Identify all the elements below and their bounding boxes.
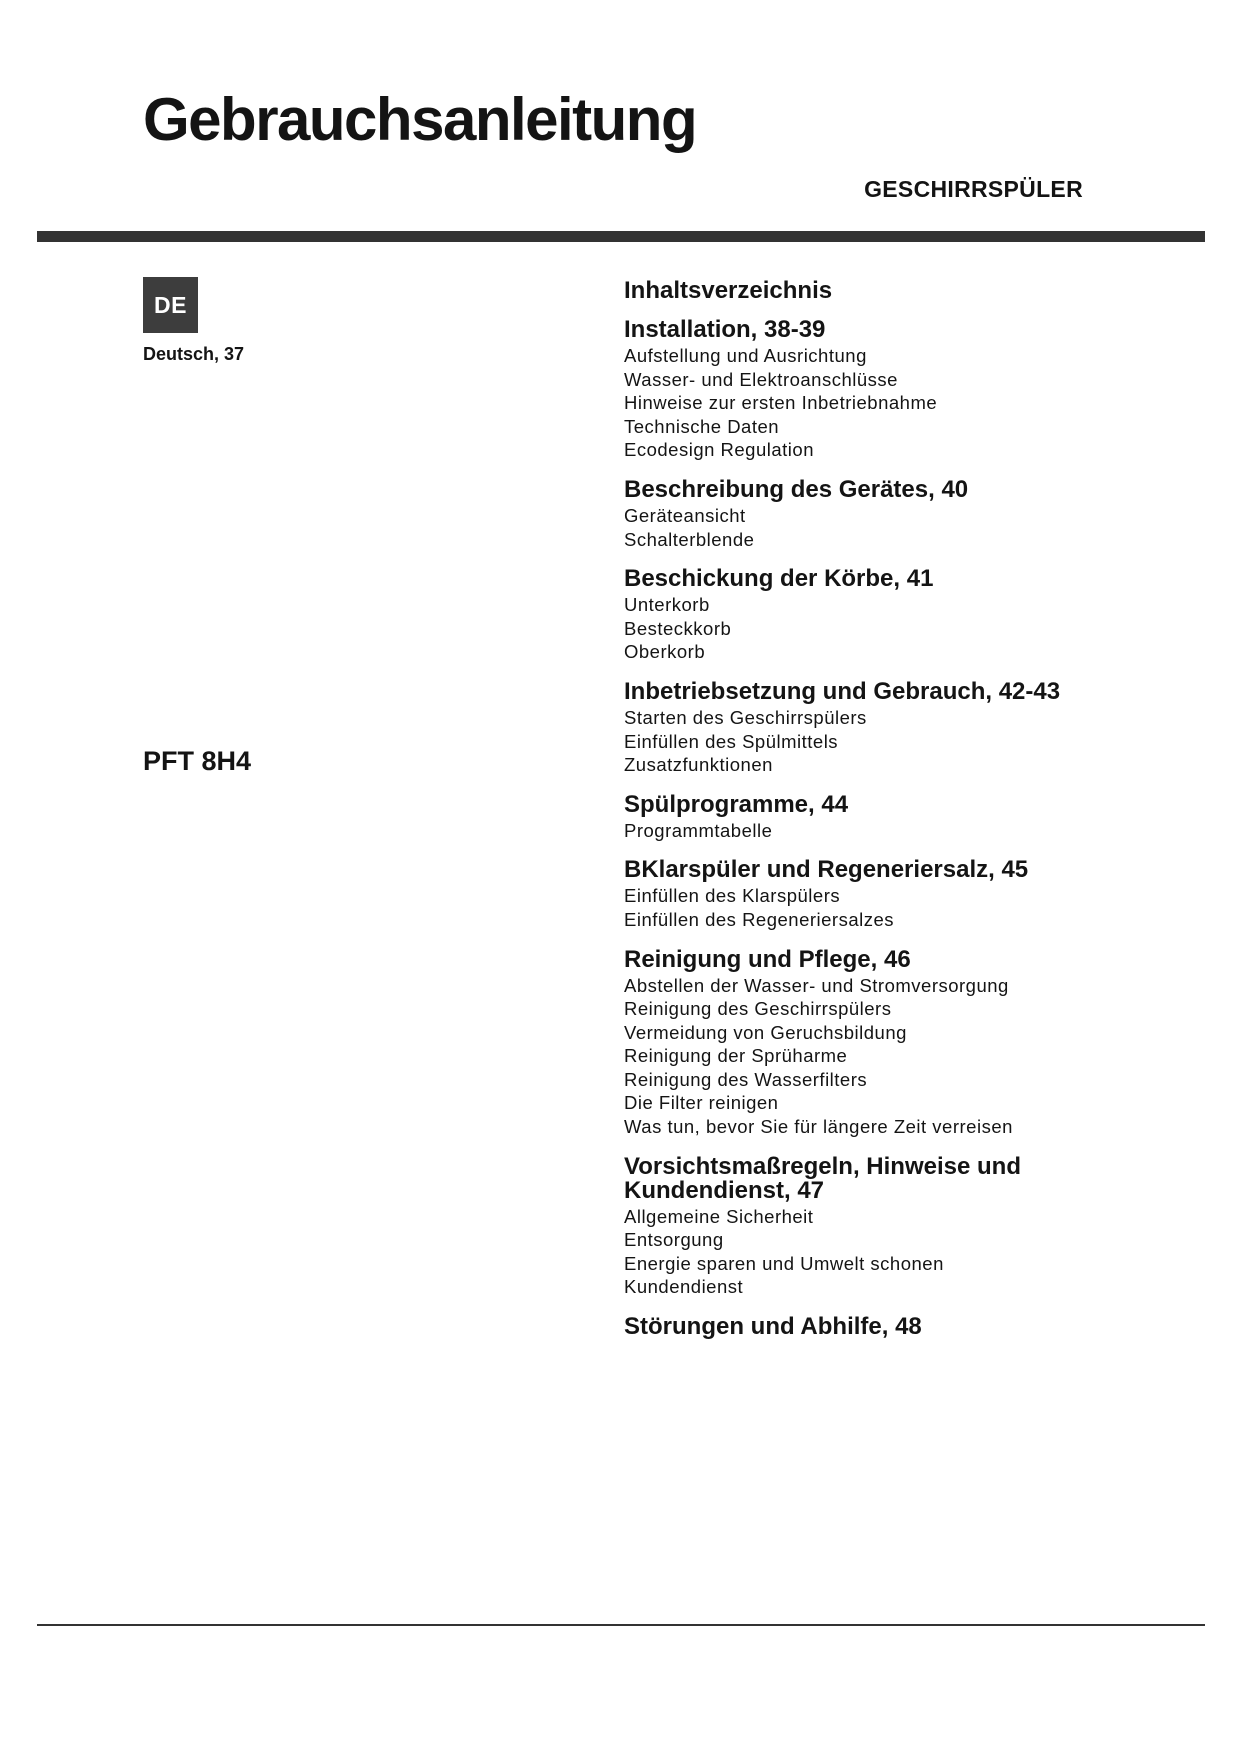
toc-item: Hinweise zur ersten Inbetriebnahme — [624, 392, 938, 414]
toc-item: Reinigung des Geschirrspülers — [624, 998, 892, 1020]
toc-item: Vermeidung von Geruchsbildung — [624, 1021, 907, 1043]
product-category: GESCHIRRSPÜLER — [864, 176, 1083, 202]
toc-item: Kundendienst — [624, 1276, 744, 1298]
toc-item: Ecodesign Regulation — [624, 439, 814, 461]
document-title: Gebrauchsanleitung — [143, 86, 697, 153]
header-divider — [37, 231, 1205, 242]
toc-section — [624, 318, 1184, 462]
toc-section-title: Vorsichtsmaßregeln, Hinweise und Kundendienst, 47 — [624, 1152, 1021, 1204]
toc-section — [624, 475, 1184, 551]
toc-item: Reinigung des Wasserfilters — [624, 1068, 868, 1090]
toc-section — [624, 858, 1184, 931]
toc-section-title: Beschickung der Körbe, 41 — [624, 565, 934, 593]
toc-item: Geräteansicht — [624, 504, 746, 526]
language-page-reference: Deutsch, 37 — [143, 344, 245, 364]
toc-section-title: Reinigung und Pflege, 46 — [624, 945, 911, 973]
toc-item: Die Filter reinigen — [624, 1092, 779, 1114]
toc-section-title: Störungen und Abhilfe, 48 — [624, 1313, 922, 1341]
toc-section-title: BKlarspüler und Regeneriersalz, 45 — [624, 856, 1029, 884]
toc-item: Energie sparen und Umwelt schonen — [624, 1252, 944, 1274]
toc-section — [624, 1315, 1184, 1339]
toc-item: Starten des Geschirrspülers — [624, 706, 867, 728]
toc-section — [624, 677, 1184, 777]
toc-item: Entsorgung — [624, 1229, 724, 1251]
toc-item: Was tun, bevor Sie für längere Zeit verreisen — [624, 1116, 1013, 1138]
toc-item: Einfüllen des Regeneriersalzes — [624, 908, 895, 930]
toc-item: Reinigung der Sprüharme — [624, 1045, 848, 1067]
toc-section-title: Beschreibung des Gerätes, 40 — [624, 475, 969, 503]
toc-item: Abstellen der Wasser- und Stromversorgung — [624, 974, 1009, 996]
toc-item: Schalterblende — [624, 528, 755, 550]
toc-item: Aufstellung und Ausrichtung — [624, 345, 867, 366]
table-of-contents — [624, 276, 1184, 1355]
toc-item: Unterkorb — [624, 594, 710, 616]
toc-sections — [624, 318, 1184, 1339]
toc-section — [624, 1152, 1184, 1299]
toc-section — [624, 790, 1184, 843]
toc-section-title: Installation, 38-39 — [624, 316, 826, 343]
toc-item: Programmtabelle — [624, 819, 773, 841]
toc-item: Besteckkorb — [624, 617, 732, 639]
model-number: PFT 8H4 — [143, 746, 252, 776]
language-badge: DE — [143, 277, 198, 333]
toc-item: Wasser- und Elektroanschlüsse — [624, 368, 898, 390]
toc-item: Oberkorb — [624, 641, 706, 663]
toc-heading: Inhaltsverzeichnis — [624, 277, 833, 304]
toc-item: Technische Daten — [624, 415, 780, 437]
toc-item: Einfüllen des Klarspülers — [624, 885, 841, 907]
footer-divider — [37, 1624, 1205, 1626]
toc-item: Zusatzfunktionen — [624, 754, 773, 776]
toc-item: Allgemeine Sicherheit — [624, 1205, 814, 1227]
toc-section-title: Inbetriebsetzung und Gebrauch, 42-43 — [624, 677, 1061, 705]
toc-item: Einfüllen des Spülmittels — [624, 730, 839, 752]
toc-section-title: Spülprogramme, 44 — [624, 790, 849, 818]
toc-section — [624, 567, 1184, 664]
toc-section — [624, 945, 1184, 1139]
